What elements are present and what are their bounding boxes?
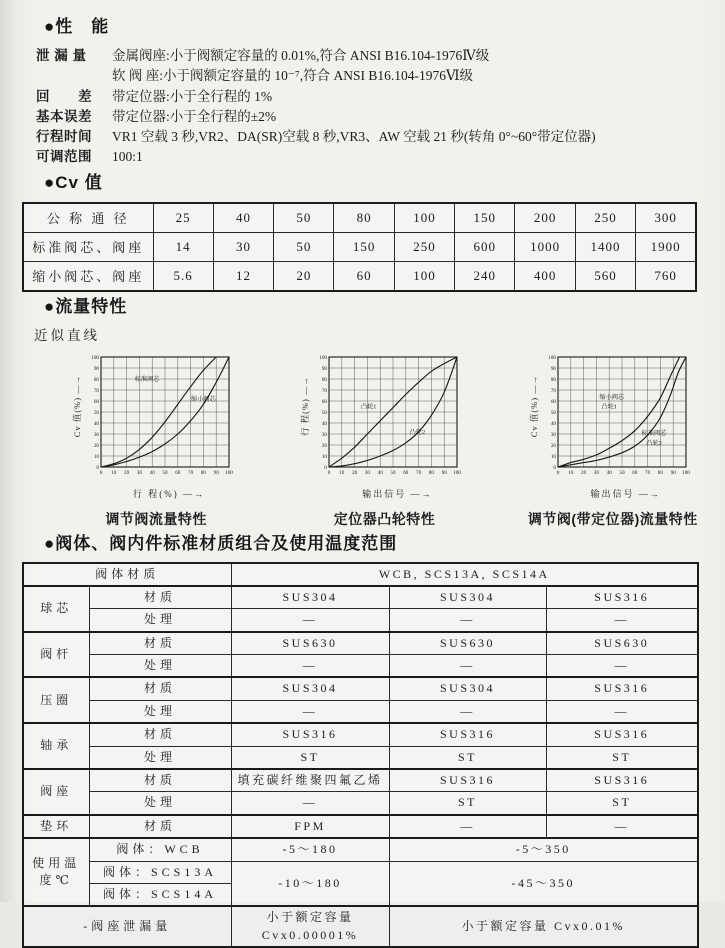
row-header-cell: 阀杆 bbox=[23, 632, 89, 678]
spec-value: VR1 空载 3 秒,VR2、DA(SR)空载 8 秒,VR3、AW 空载 21 秒(转角 0°~60°带定位器) bbox=[112, 127, 705, 147]
svg-text:100: 100 bbox=[225, 469, 233, 475]
svg-text:50: 50 bbox=[391, 469, 397, 475]
value-cell: 小于额定容量 Cvx0.01% bbox=[389, 906, 698, 947]
value-cell: SUS304 bbox=[231, 677, 389, 700]
table-row bbox=[23, 838, 698, 861]
svg-text:60: 60 bbox=[322, 398, 328, 404]
value-cell: — bbox=[546, 815, 698, 838]
row-header-cell: -阀座泄漏量 bbox=[23, 906, 231, 947]
svg-text:10: 10 bbox=[111, 469, 117, 475]
row-header-cell: 处理 bbox=[89, 746, 231, 769]
value-cell: 400 bbox=[515, 261, 575, 291]
value-cell: 150 bbox=[455, 203, 515, 233]
value-cell: SUS316 bbox=[231, 723, 389, 746]
value-cell: — bbox=[389, 700, 546, 723]
value-cell: 填充碳纤维聚四氟乙烯 bbox=[231, 769, 389, 792]
table-row bbox=[23, 700, 698, 723]
chart-title: 定位器凸轮特性 bbox=[292, 509, 476, 529]
value-cell: FPM bbox=[231, 815, 389, 838]
value-cell: 30 bbox=[213, 232, 273, 261]
svg-text:100: 100 bbox=[682, 469, 690, 475]
value-cell: 25 bbox=[153, 203, 213, 233]
table-row bbox=[23, 609, 698, 632]
svg-text:60: 60 bbox=[175, 469, 181, 475]
value-cell: SUS316 bbox=[389, 723, 546, 746]
row-header-cell: 阀体：WCB bbox=[89, 838, 231, 861]
value-cell: 240 bbox=[455, 261, 515, 291]
value-cell: — bbox=[546, 655, 698, 678]
value-cell: — bbox=[546, 609, 698, 632]
spec-row bbox=[36, 87, 705, 107]
value-cell: — bbox=[389, 815, 546, 838]
section-title-materials: ●阀体、阀内件标准材质组合及使用温度范围 bbox=[30, 529, 705, 554]
row-header-cell: 材质 bbox=[89, 632, 231, 655]
svg-text:90: 90 bbox=[670, 469, 676, 475]
svg-text:70: 70 bbox=[645, 469, 651, 475]
row-header-cell: 压圈 bbox=[23, 677, 89, 723]
svg-text:70: 70 bbox=[416, 469, 422, 475]
value-cell: SUS630 bbox=[389, 632, 546, 655]
chart-svg bbox=[80, 352, 240, 481]
value-cell: SUS316 bbox=[546, 769, 698, 792]
spec-value: 带定位器:小于全行程的 1% bbox=[112, 87, 705, 107]
svg-text:90: 90 bbox=[442, 469, 448, 475]
svg-text:50: 50 bbox=[322, 409, 328, 415]
svg-text:10: 10 bbox=[94, 453, 100, 459]
svg-text:70: 70 bbox=[322, 387, 328, 393]
svg-text:30: 30 bbox=[365, 469, 371, 475]
table-row bbox=[23, 261, 696, 291]
chart-svg bbox=[308, 352, 468, 481]
table-row bbox=[23, 861, 698, 883]
value-cell: 14 bbox=[153, 232, 213, 261]
chart-title: 调节阀流量特性 bbox=[64, 509, 248, 529]
svg-text:50: 50 bbox=[162, 469, 168, 475]
svg-text:30: 30 bbox=[550, 431, 556, 437]
svg-text:70: 70 bbox=[550, 387, 556, 393]
spec-row bbox=[36, 147, 705, 167]
x-axis-label: 行 程(%) —→ bbox=[94, 487, 244, 500]
table-row bbox=[23, 792, 698, 815]
value-cell: 40 bbox=[213, 203, 273, 233]
value-cell: SUS630 bbox=[231, 632, 389, 655]
value-cell: 80 bbox=[334, 203, 394, 233]
value-cell: — bbox=[389, 655, 546, 678]
row-header-cell: 标准阀芯、阀座 bbox=[23, 232, 153, 261]
svg-text:0: 0 bbox=[96, 464, 99, 470]
chart-valve-flow bbox=[64, 352, 248, 529]
spec-label: 可调范围 bbox=[36, 147, 112, 167]
row-header-cell: 缩小阀芯、阀座 bbox=[23, 261, 153, 291]
value-cell: -5～180 bbox=[231, 838, 389, 861]
row-header-cell: 阀体材质 bbox=[23, 563, 231, 586]
row-header-cell: 处理 bbox=[89, 609, 231, 632]
row-header-cell: 球芯 bbox=[23, 586, 89, 632]
chart-positioner-cam bbox=[292, 352, 476, 529]
value-cell: 250 bbox=[394, 232, 454, 261]
y-axis-label: Cv 值(%) —→ bbox=[528, 351, 540, 461]
value-cell: — bbox=[231, 609, 389, 632]
value-cell: 12 bbox=[213, 261, 273, 291]
svg-text:50: 50 bbox=[619, 469, 625, 475]
svg-text:80: 80 bbox=[550, 376, 556, 382]
svg-text:80: 80 bbox=[429, 469, 435, 475]
value-cell: — bbox=[231, 792, 389, 815]
value-cell: 250 bbox=[575, 203, 635, 233]
svg-text:凸轮1: 凸轮1 bbox=[361, 402, 376, 410]
svg-text:20: 20 bbox=[581, 469, 587, 475]
y-axis-label: Cv 值(%) —→ bbox=[71, 351, 83, 461]
flow-subtitle: 近似直线 bbox=[34, 324, 705, 344]
table-row bbox=[23, 746, 698, 769]
svg-text:90: 90 bbox=[94, 365, 100, 371]
section-title-flow: ●流量特性 bbox=[30, 292, 705, 317]
svg-text:60: 60 bbox=[94, 398, 100, 404]
svg-text:20: 20 bbox=[322, 442, 328, 448]
svg-text:40: 40 bbox=[550, 420, 556, 426]
value-cell: — bbox=[231, 700, 389, 723]
value-cell: — bbox=[231, 655, 389, 678]
row-header-cell: 材质 bbox=[89, 815, 231, 838]
section-title-cv: ●Cv 值 bbox=[30, 168, 705, 193]
value-cell: 50 bbox=[274, 232, 334, 261]
svg-text:80: 80 bbox=[322, 376, 328, 382]
svg-text:凸轮2: 凸轮2 bbox=[646, 439, 661, 447]
spec-row bbox=[36, 127, 705, 147]
svg-text:20: 20 bbox=[352, 469, 358, 475]
table-row bbox=[23, 769, 698, 792]
performance-spec-list bbox=[36, 46, 705, 168]
svg-text:缩小阀芯: 缩小阀芯 bbox=[599, 392, 625, 400]
svg-text:70: 70 bbox=[94, 387, 100, 393]
svg-text:90: 90 bbox=[550, 365, 556, 371]
chart-title: 调节阀(带定位器)流量特性 bbox=[521, 509, 705, 529]
svg-text:凸轮1: 凸轮1 bbox=[601, 402, 616, 410]
svg-text:50: 50 bbox=[94, 409, 100, 415]
table-row bbox=[23, 655, 698, 678]
value-cell: 100 bbox=[394, 203, 454, 233]
spec-value: 带定位器:小于全行程的±2% bbox=[112, 107, 705, 127]
svg-text:凸轮2: 凸轮2 bbox=[410, 428, 425, 436]
x-axis-label: 输出信号 —→ bbox=[322, 487, 472, 500]
svg-text:缩小阀芯: 缩小阀芯 bbox=[191, 395, 217, 403]
row-header-cell: 阀体：SCS13A bbox=[89, 861, 231, 883]
value-cell: SUS304 bbox=[231, 586, 389, 609]
svg-text:0: 0 bbox=[328, 469, 331, 475]
y-axis-label: 行 程(%) —→ bbox=[299, 351, 311, 461]
table-row bbox=[23, 203, 696, 233]
cv-table bbox=[22, 202, 697, 292]
chart-svg bbox=[537, 352, 697, 481]
svg-text:40: 40 bbox=[150, 469, 156, 475]
x-axis-label: 输出信号 —→ bbox=[551, 487, 701, 500]
value-cell: 100 bbox=[394, 261, 454, 291]
row-header-cell: 阀座 bbox=[23, 769, 89, 815]
value-cell: 760 bbox=[636, 261, 696, 291]
svg-text:10: 10 bbox=[340, 469, 346, 475]
value-cell: 560 bbox=[575, 261, 635, 291]
row-header-cell: 垫环 bbox=[23, 815, 89, 838]
svg-text:标准阀芯: 标准阀芯 bbox=[135, 375, 161, 383]
svg-text:30: 30 bbox=[322, 431, 328, 437]
value-cell: 1000 bbox=[515, 232, 575, 261]
value-cell: ST bbox=[231, 746, 389, 769]
row-header-cell: 处理 bbox=[89, 655, 231, 678]
value-cell: 1400 bbox=[575, 232, 635, 261]
table-row bbox=[23, 906, 698, 947]
row-header-cell: 材质 bbox=[89, 677, 231, 700]
svg-text:60: 60 bbox=[550, 398, 556, 404]
table-row bbox=[23, 677, 698, 700]
row-header-cell: 阀体：SCS14A bbox=[89, 883, 231, 906]
svg-text:100: 100 bbox=[453, 469, 461, 475]
svg-text:100: 100 bbox=[320, 354, 328, 360]
table-row bbox=[23, 632, 698, 655]
row-header-cell: 公 称 通 径 bbox=[23, 203, 153, 233]
svg-text:20: 20 bbox=[124, 469, 130, 475]
table-row bbox=[23, 586, 698, 609]
row-header-cell: 材质 bbox=[89, 723, 231, 746]
svg-text:20: 20 bbox=[550, 442, 556, 448]
value-cell: 50 bbox=[274, 203, 334, 233]
value-cell: 150 bbox=[334, 232, 394, 261]
value-cell: SUS316 bbox=[546, 586, 698, 609]
spec-label: 基本误差 bbox=[36, 107, 112, 127]
spec-row bbox=[36, 46, 705, 87]
value-cell: SUS316 bbox=[546, 723, 698, 746]
svg-text:20: 20 bbox=[94, 442, 100, 448]
value-cell: 60 bbox=[334, 261, 394, 291]
spec-value: 金属阀座:小于阀额定容量的 0.01%,符合 ANSI B16.104-1976Ⅳ级 软 阀 座:小于阀额定容量的 10⁻⁷,符合 ANSI B16.104-1976Ⅵ级 bbox=[112, 46, 705, 87]
svg-text:100: 100 bbox=[548, 354, 556, 360]
value-cell: ST bbox=[546, 792, 698, 815]
value-cell: SUS304 bbox=[389, 677, 546, 700]
row-header-cell: 轴承 bbox=[23, 723, 89, 769]
svg-text:100: 100 bbox=[91, 354, 99, 360]
row-header-cell: 材质 bbox=[89, 769, 231, 792]
row-header-cell: 使用温度℃ bbox=[23, 838, 89, 906]
value-cell: ST bbox=[389, 746, 546, 769]
charts-row bbox=[64, 352, 705, 529]
value-cell: 小于额定容量 Cvx0.00001% bbox=[231, 906, 389, 947]
row-header-cell: 材质 bbox=[89, 586, 231, 609]
svg-text:0: 0 bbox=[556, 469, 559, 475]
section-title-performance: ●性 能 bbox=[30, 12, 705, 37]
value-cell: 200 bbox=[515, 203, 575, 233]
svg-text:10: 10 bbox=[568, 469, 574, 475]
svg-text:0: 0 bbox=[325, 464, 328, 470]
spec-label: 回 差 bbox=[36, 87, 112, 107]
svg-text:80: 80 bbox=[657, 469, 663, 475]
svg-text:90: 90 bbox=[214, 469, 220, 475]
spec-label: 行程时间 bbox=[36, 127, 112, 147]
chart-plot bbox=[537, 352, 697, 486]
value-cell: — bbox=[546, 700, 698, 723]
svg-text:30: 30 bbox=[137, 469, 143, 475]
svg-text:30: 30 bbox=[593, 469, 599, 475]
svg-text:40: 40 bbox=[94, 420, 100, 426]
row-header-cell: 处理 bbox=[89, 792, 231, 815]
svg-text:60: 60 bbox=[404, 469, 410, 475]
svg-text:10: 10 bbox=[550, 453, 556, 459]
svg-text:标准阀芯: 标准阀芯 bbox=[641, 429, 667, 437]
value-cell: SUS316 bbox=[546, 677, 698, 700]
svg-text:80: 80 bbox=[94, 376, 100, 382]
row-header-cell: 处理 bbox=[89, 700, 231, 723]
value-cell: WCB, SCS13A, SCS14A bbox=[231, 563, 698, 586]
value-cell: 1900 bbox=[636, 232, 696, 261]
svg-text:0: 0 bbox=[553, 464, 556, 470]
value-cell: 600 bbox=[455, 232, 515, 261]
svg-text:60: 60 bbox=[632, 469, 638, 475]
svg-text:70: 70 bbox=[188, 469, 194, 475]
value-cell: SUS316 bbox=[389, 769, 546, 792]
table-row bbox=[23, 723, 698, 746]
chart-plot bbox=[308, 352, 468, 486]
svg-text:0: 0 bbox=[100, 469, 103, 475]
svg-text:50: 50 bbox=[550, 409, 556, 415]
svg-text:10: 10 bbox=[322, 453, 328, 459]
value-cell: ST bbox=[546, 746, 698, 769]
value-cell: ST bbox=[389, 792, 546, 815]
chart-plot bbox=[80, 352, 240, 486]
table-row bbox=[23, 563, 698, 586]
svg-text:80: 80 bbox=[201, 469, 207, 475]
value-cell: 20 bbox=[274, 261, 334, 291]
spec-label: 泄 漏 量 bbox=[36, 46, 112, 87]
svg-text:40: 40 bbox=[606, 469, 612, 475]
svg-text:90: 90 bbox=[322, 365, 328, 371]
material-table bbox=[22, 562, 699, 948]
spec-row bbox=[36, 107, 705, 127]
value-cell: SUS304 bbox=[389, 586, 546, 609]
value-cell: -10～180 bbox=[231, 861, 389, 906]
value-cell: — bbox=[389, 609, 546, 632]
value-cell: -45～350 bbox=[389, 861, 698, 906]
svg-text:30: 30 bbox=[94, 431, 100, 437]
svg-text:40: 40 bbox=[322, 420, 328, 426]
value-cell: SUS630 bbox=[546, 632, 698, 655]
chart-valve-with-positioner-flow bbox=[521, 352, 705, 529]
table-row bbox=[23, 815, 698, 838]
spec-value: 100:1 bbox=[112, 147, 705, 167]
svg-text:40: 40 bbox=[378, 469, 384, 475]
table-row bbox=[23, 232, 696, 261]
value-cell: 5.6 bbox=[153, 261, 213, 291]
value-cell: -5～350 bbox=[389, 838, 698, 861]
value-cell: 300 bbox=[636, 203, 696, 233]
